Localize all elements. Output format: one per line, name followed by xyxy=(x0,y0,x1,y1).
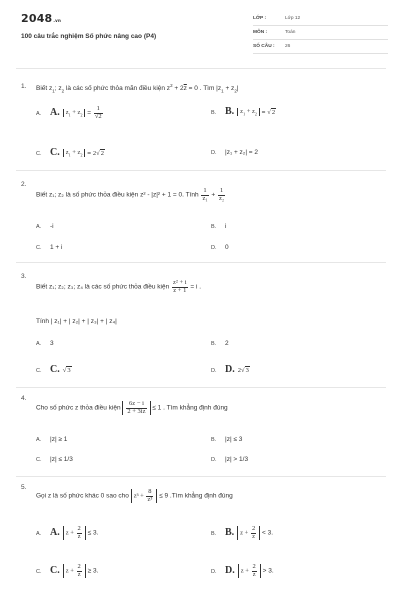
option-d[interactable]: D. |z| > 1/3 xyxy=(211,456,249,463)
option-b[interactable]: B. i xyxy=(211,223,227,230)
divider xyxy=(16,387,386,388)
option-c[interactable]: C. C. √3 xyxy=(36,364,71,375)
question-text: Cho số phức z thỏa điều kiện $\frac{6z - i}{2 + 3iz}$ ≤ 1 . Tìm khẳng định đúng xyxy=(36,400,228,415)
option-a[interactable]: A. A. $z_1 + z_2$ = $\frac{1}{√2}$ xyxy=(36,105,102,120)
question-number: 5. xyxy=(21,484,27,491)
logo-suffix: .vn xyxy=(53,18,61,23)
question-text: Gọi z là số phức khác 0 sao cho z³ + $\frac{8}{\text{z³}}$ ≤ 9 .Tìm khẳng định đúng xyxy=(36,488,233,503)
option-b[interactable]: B. |z| ≤ 3 xyxy=(211,436,243,443)
meta-key: SỐ CÂU : xyxy=(253,44,275,49)
option-c[interactable]: C. 1 + i xyxy=(36,244,63,251)
option-a[interactable]: A. -i xyxy=(36,223,54,230)
divider xyxy=(16,170,386,171)
page-header xyxy=(0,0,400,68)
option-d[interactable]: D. 0 xyxy=(211,244,229,251)
option-b[interactable]: B. B. $z_1 + z_2 = √2$ xyxy=(211,106,276,117)
option-c[interactable]: C. C. z + $\frac{2}{z}$ ≥ 3. xyxy=(36,563,99,578)
question-subtext: Tính | z₁| + | z₂| + | z₃| + | z₄| xyxy=(36,318,117,325)
page-title: 100 câu trắc nghiệm Số phức nâng cao (P4) xyxy=(21,33,157,40)
question-text: Biết $z_1$; $z_2$ là các số phức thỏa mãn điều kiện $z^2 + 2\overline{z} = 0$ . Tìm $|z_1 + z_2|$ xyxy=(36,83,239,94)
option-b[interactable]: B. 2 xyxy=(211,340,229,347)
option-b[interactable]: B. B. z + $\frac{2}{z}$ < 3. xyxy=(211,525,274,540)
meta-key: LỚP : xyxy=(253,16,267,21)
question-number: 2. xyxy=(21,181,27,188)
question-text: Biết z₁; z₂ là số phức thỏa điều kiện z² - |z|² + 1 = 0. Tính $\frac{1}{\text{z₁}}$ + $\frac{1}{\text{z₂}}$ xyxy=(36,187,225,202)
option-d[interactable]: D. D. z + $\frac{2}{z}$ > 3. xyxy=(211,563,274,578)
option-d[interactable]: D. |z₁ + z₂| = 2 xyxy=(211,149,259,156)
divider xyxy=(16,68,386,69)
option-d[interactable]: D. D. 2√3 xyxy=(211,364,249,375)
option-a[interactable]: A. |z| ≥ 1 xyxy=(36,436,68,443)
meta-count xyxy=(253,41,388,54)
option-a[interactable]: A. 3 xyxy=(36,340,54,347)
question-number: 3. xyxy=(21,273,27,280)
divider xyxy=(16,262,386,263)
question-number: 4. xyxy=(21,395,27,402)
question-text: Biết z₁; z₂; z₃; z₄ là các số phức thỏa điều kiện $\frac{\text{z² + i}}{z + 1}$ = i . xyxy=(36,279,202,294)
site-logo[interactable] xyxy=(21,12,61,25)
meta-key: MÔN : xyxy=(253,30,268,35)
meta-value: 26 xyxy=(285,44,291,49)
meta-value: Lớp 12 xyxy=(285,16,301,21)
logo-text: 2048 xyxy=(21,12,53,25)
option-c[interactable]: C. C. $z_1 + z_2 = 2√2$ xyxy=(36,147,104,158)
meta-class xyxy=(253,13,388,26)
divider xyxy=(16,476,386,477)
question-number: 1. xyxy=(21,83,27,90)
meta-subject xyxy=(253,27,388,40)
option-a[interactable]: A. A. z + $\frac{2}{z}$ ≤ 3. xyxy=(36,525,99,540)
option-c[interactable]: C. |z| ≤ 1/3 xyxy=(36,456,73,463)
meta-value: Toán xyxy=(285,30,296,35)
